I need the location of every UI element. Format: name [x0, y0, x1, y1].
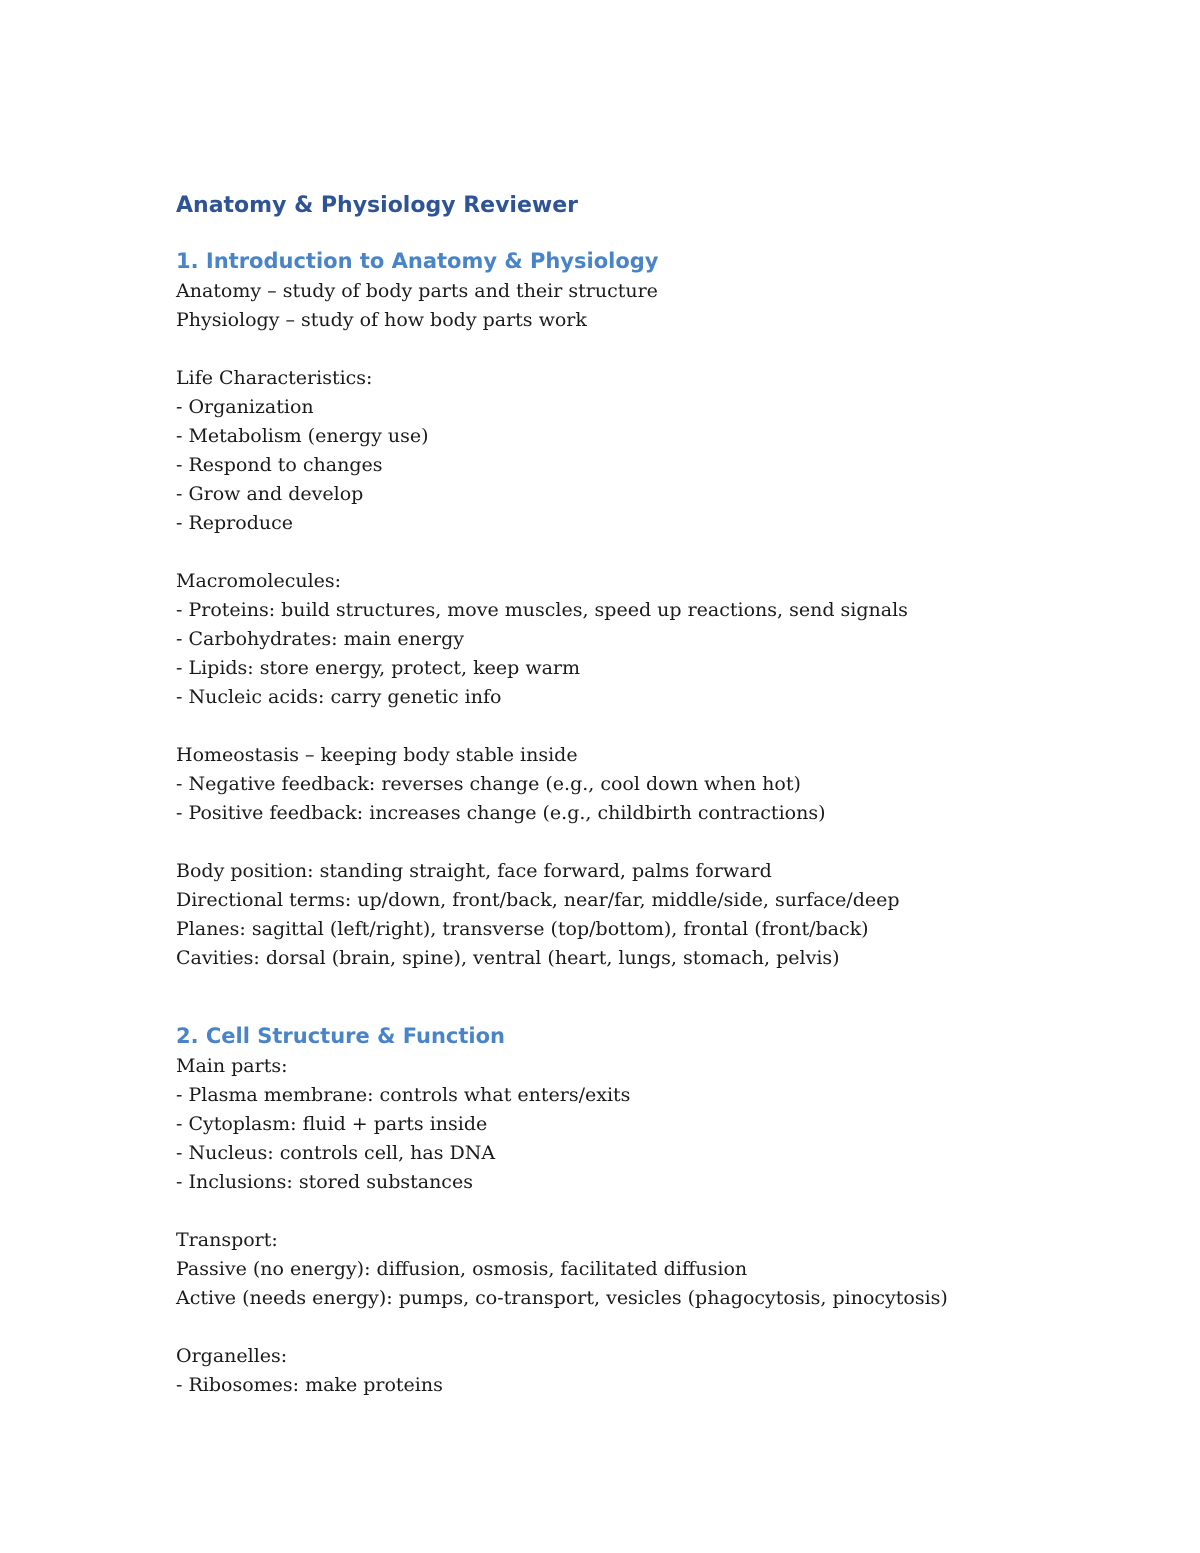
list-item: - Nucleus: controls cell, has DNA: [176, 1142, 496, 1164]
list-item: - Reproduce: [176, 512, 293, 534]
list-item: - Nucleic acids: carry genetic info: [176, 686, 502, 708]
list-item: - Lipids: store energy, protect, keep warm: [176, 657, 581, 679]
list-item: - Plasma membrane: controls what enters/exits: [176, 1084, 631, 1106]
list-item: - Respond to changes: [176, 454, 383, 476]
definition-anatomy: Anatomy – study of body parts and their structure: [176, 280, 658, 302]
section-heading-introduction: 1. Introduction to Anatomy & Physiology: [176, 249, 659, 273]
section-heading-cell-structure: 2. Cell Structure & Function: [176, 1024, 505, 1048]
list-item: - Cytoplasm: fluid + parts inside: [176, 1113, 488, 1135]
document-title: Anatomy & Physiology Reviewer: [176, 193, 578, 218]
list-item: - Metabolism (energy use): [176, 425, 429, 447]
active-transport: Active (needs energy): pumps, co-transport, vesicles (phagocytosis, pinocytosis): [176, 1287, 948, 1309]
list-item: - Organization: [176, 396, 314, 418]
cavities-term: Cavities: dorsal (brain, spine), ventral (heart, lungs, stomach, pelvis): [176, 947, 840, 969]
passive-transport: Passive (no energy): diffusion, osmosis, facilitated diffusion: [176, 1258, 748, 1280]
body-position-term: Body position: standing straight, face forward, palms forward: [176, 860, 772, 882]
document-body: [176, 190, 1076, 1400]
list-item: - Ribosomes: make proteins: [176, 1374, 443, 1396]
transport-label: Transport:: [176, 1229, 278, 1251]
list-item: - Proteins: build structures, move muscles, speed up reactions, send signals: [176, 599, 908, 621]
list-item: - Inclusions: stored substances: [176, 1171, 473, 1193]
main-parts-label: Main parts:: [176, 1055, 288, 1077]
life-characteristics-label: Life Characteristics:: [176, 367, 373, 389]
organelles-label: Organelles:: [176, 1345, 288, 1367]
planes-term: Planes: sagittal (left/right), transverse (top/bottom), frontal (front/back): [176, 918, 869, 940]
list-item: - Carbohydrates: main energy: [176, 628, 465, 650]
homeostasis-label: Homeostasis – keeping body stable inside: [176, 744, 578, 766]
list-item: - Negative feedback: reverses change (e.g., cool down when hot): [176, 773, 801, 795]
list-item: - Positive feedback: increases change (e.g., childbirth contractions): [176, 802, 826, 824]
definition-physiology: Physiology – study of how body parts work: [176, 309, 587, 331]
macromolecules-label: Macromolecules:: [176, 570, 342, 592]
list-item: - Grow and develop: [176, 483, 364, 505]
directional-terms: Directional terms: up/down, front/back, near/far, middle/side, surface/deep: [176, 889, 900, 911]
